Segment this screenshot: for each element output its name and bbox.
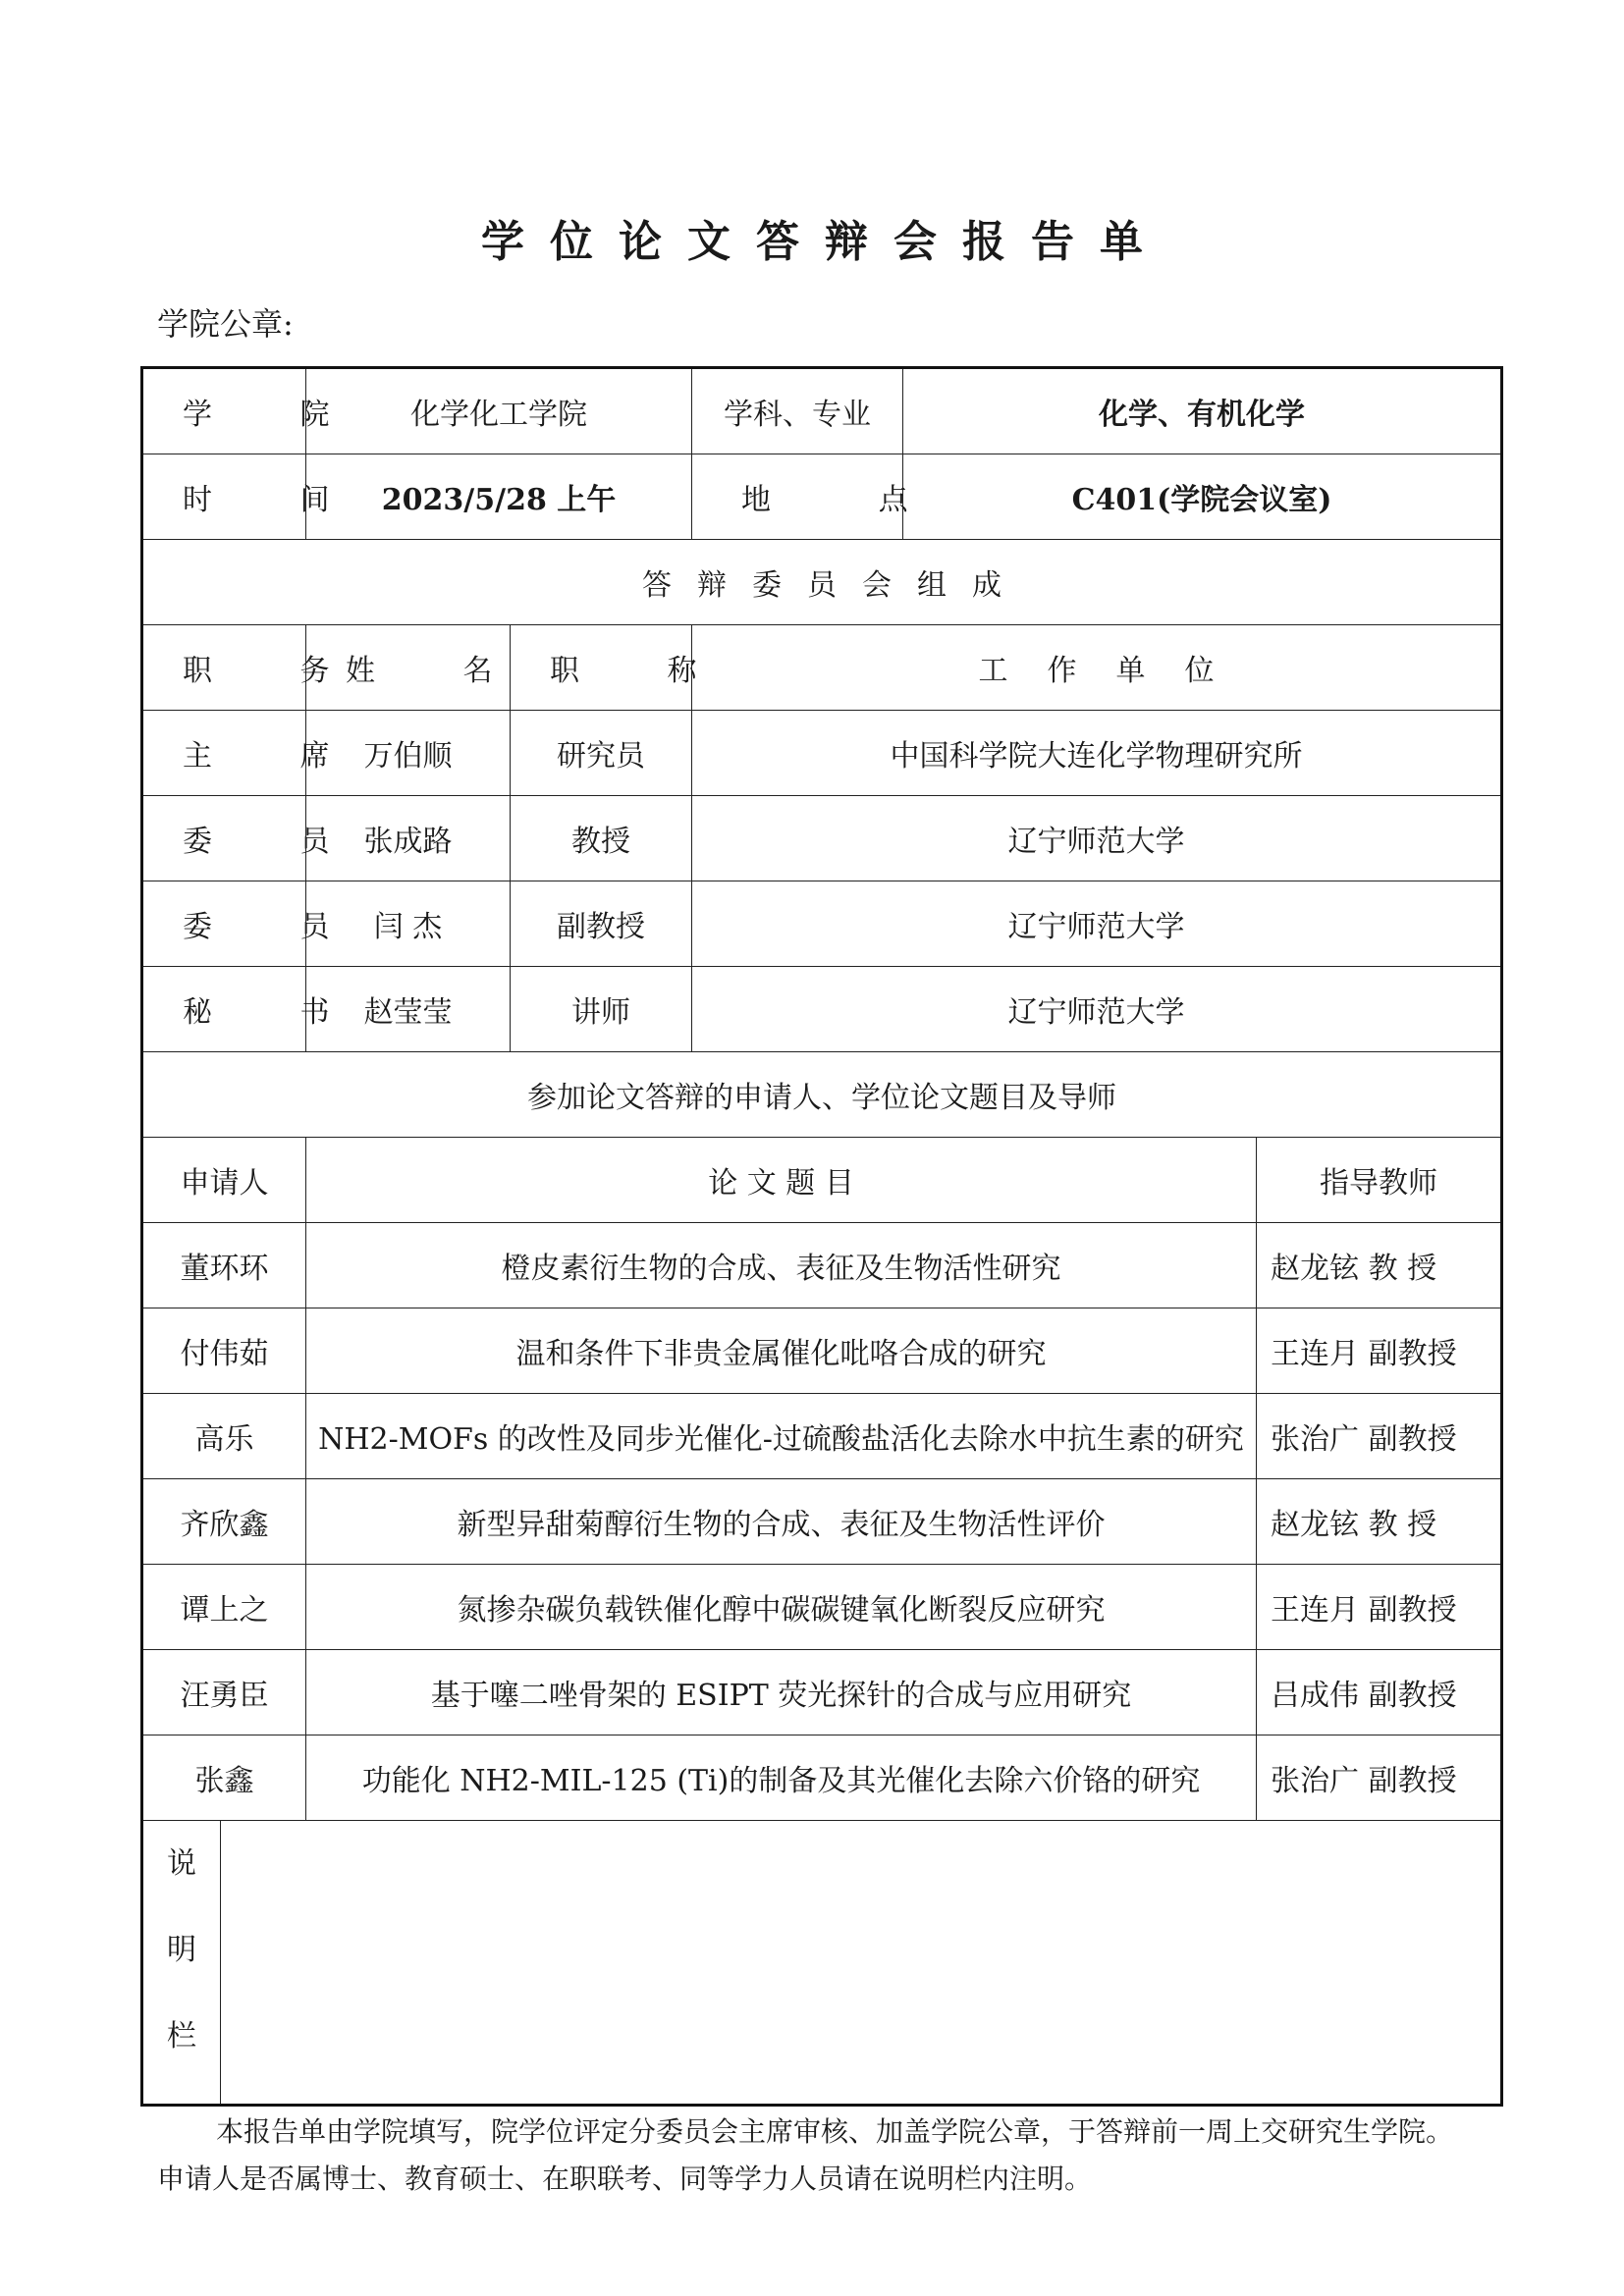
major-label: 学科、专业 [692,368,903,454]
committee-row [142,796,1502,881]
committee-unit: 辽宁师范大学 [692,881,1502,967]
notes-label-char: 说 [167,1846,196,1881]
applicant-thesis: 温和条件下非贵金属催化吡咯合成的研究 [306,1308,1257,1394]
applicant-name: 汪勇臣 [142,1650,306,1735]
committee-unit: 中国科学院大连化学物理研究所 [692,711,1502,796]
applicant-name: 付伟茹 [142,1308,306,1394]
applicant-thesis: 功能化 NH2-MIL-125 (Ti)的制备及其光催化去除六价铬的研究 [306,1735,1257,1821]
committee-col-title: 职 称 [511,625,692,711]
applicant-advisor: 张治广 副教授 [1257,1394,1502,1479]
applicant-thesis: NH2-MOFs 的改性及同步光催化-过硫酸盐活化去除水中抗生素的研究 [306,1394,1257,1479]
time-label: 时 间 [142,454,306,540]
committee-col-role: 职 务 [142,625,306,711]
applicant-row [142,1735,1502,1821]
committee-section-row [142,540,1502,625]
committee-name: 张成路 [306,796,511,881]
applicant-name: 董环环 [142,1223,306,1308]
applicant-row [142,1394,1502,1479]
footer-line-1: 本报告单由学院填写，院学位评定分委员会主席审核、加盖学院公章，于答辩前一周上交研究生学院。 [216,2115,1454,2148]
committee-row [142,881,1502,967]
applicants-section-row [142,1052,1502,1138]
committee-row [142,967,1502,1052]
footer-instructions [157,2109,1492,2203]
time-value: 2023/5/28 上午 [306,454,692,540]
applicant-name: 谭上之 [142,1565,306,1650]
applicants-col-name: 申请人 [142,1138,306,1223]
applicant-name: 齐欣鑫 [142,1479,306,1565]
applicant-thesis: 新型异甜菊醇衍生物的合成、表征及生物活性评价 [306,1479,1257,1565]
committee-unit: 辽宁师范大学 [692,796,1502,881]
defense-report-table [140,366,1503,2107]
applicant-row [142,1479,1502,1565]
committee-col-name: 姓 名 [306,625,511,711]
notes-label [142,1821,221,2106]
applicant-row [142,1223,1502,1308]
college-seal-label: 学院公章: [157,305,294,343]
committee-role: 委 员 [142,796,306,881]
footer-line-2: 申请人是否属博士、教育硕士、在职联考、同等学力人员请在说明栏内注明。 [157,2163,1093,2195]
committee-role: 主 席 [142,711,306,796]
committee-role: 委 员 [142,881,306,967]
committee-title: 讲师 [511,967,692,1052]
committee-section-title: 答辩委员会组成 [142,540,1502,625]
committee-header-row [142,625,1502,711]
applicant-row [142,1565,1502,1650]
committee-title: 研究员 [511,711,692,796]
applicant-name: 高乐 [142,1394,306,1479]
college-value: 化学化工学院 [306,368,692,454]
applicant-advisor: 张治广 副教授 [1257,1735,1502,1821]
applicants-col-thesis: 论 文 题 目 [306,1138,1257,1223]
committee-name: 闫 杰 [306,881,511,967]
notes-label-char: 栏 [167,2019,196,2054]
committee-name: 万伯顺 [306,711,511,796]
committee-col-unit: 工作单位 [692,625,1502,711]
applicant-advisor: 吕成伟 副教授 [1257,1650,1502,1735]
notes-content[interactable] [221,1821,1502,2106]
applicant-advisor: 赵龙铉 教 授 [1257,1479,1502,1565]
applicant-row [142,1650,1502,1735]
major-value: 化学、有机化学 [903,368,1502,454]
applicant-row [142,1308,1502,1394]
applicants-col-advisor: 指导教师 [1257,1138,1502,1223]
committee-row [142,711,1502,796]
time-row [142,454,1502,540]
committee-unit: 辽宁师范大学 [692,967,1502,1052]
page-title: 学位论文答辩会报告单 [481,217,1168,267]
applicant-name: 张鑫 [142,1735,306,1821]
applicant-thesis: 基于噻二唑骨架的 ESIPT 荧光探针的合成与应用研究 [306,1650,1257,1735]
college-label: 学 院 [142,368,306,454]
applicant-advisor: 王连月 副教授 [1257,1308,1502,1394]
notes-label-char: 明 [167,1933,196,1967]
applicant-advisor: 赵龙铉 教 授 [1257,1223,1502,1308]
committee-role: 秘 书 [142,967,306,1052]
applicant-advisor: 王连月 副教授 [1257,1565,1502,1650]
place-label: 地 点 [692,454,903,540]
committee-name: 赵莹莹 [306,967,511,1052]
notes-row [142,1821,1502,2106]
applicant-thesis: 橙皮素衍生物的合成、表征及生物活性研究 [306,1223,1257,1308]
applicant-thesis: 氮掺杂碳负载铁催化醇中碳碳键氧化断裂反应研究 [306,1565,1257,1650]
applicants-section-title: 参加论文答辩的申请人、学位论文题目及导师 [142,1052,1502,1138]
place-value: C401(学院会议室) [903,454,1502,540]
applicants-header-row [142,1138,1502,1223]
committee-title: 教授 [511,796,692,881]
committee-title: 副教授 [511,881,692,967]
college-row [142,368,1502,454]
